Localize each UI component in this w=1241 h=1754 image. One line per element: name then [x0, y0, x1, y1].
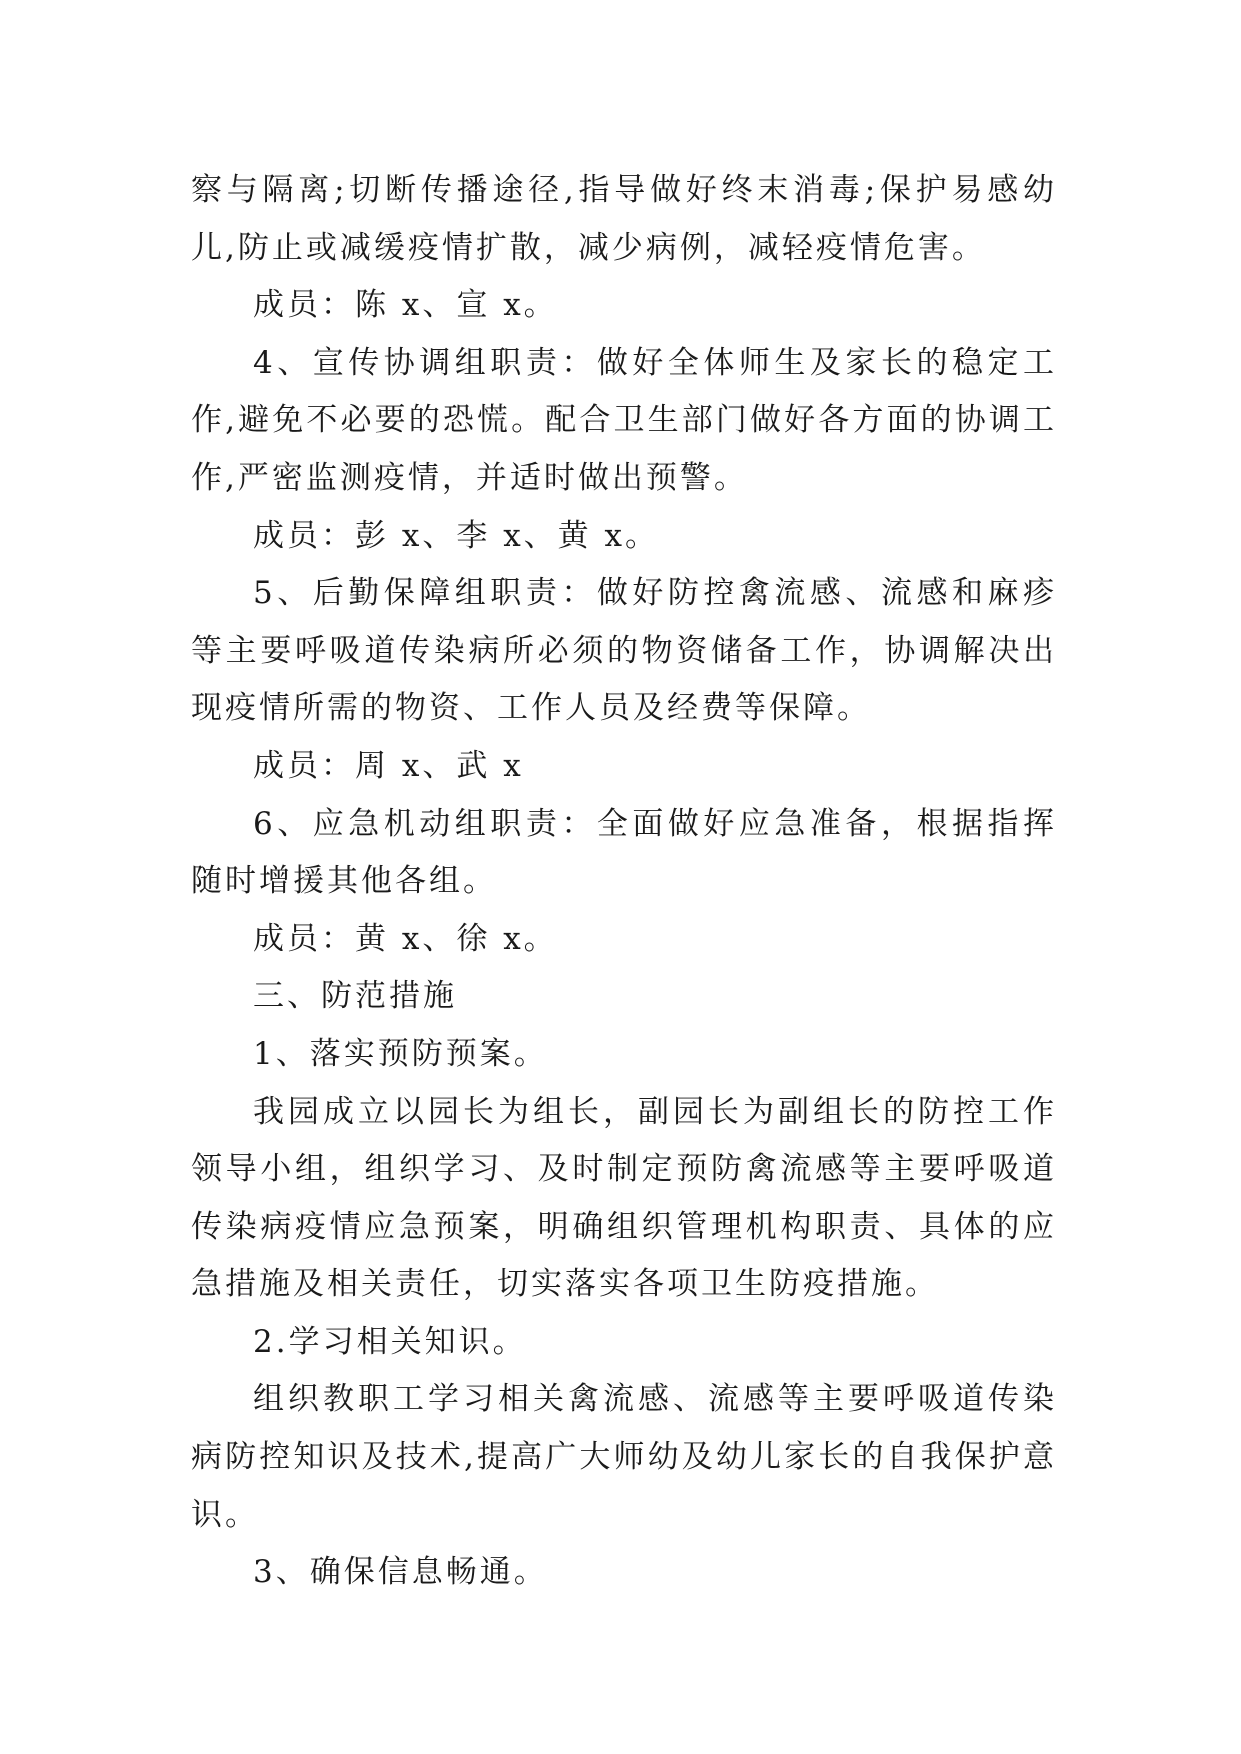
paragraph-6: 成员：周 x、武 x: [253, 747, 524, 784]
paragraph-10: 1、落实预防预案。: [253, 1035, 548, 1072]
paragraph-11: 我园成立以园长为组长，副园长为副组长的防控工作领导小组，组织学习、及时制定预防禽流感等主要呼吸道传染病疫情应急预案，明确组织管理机构职责、具体的应急措施及相关责任，切实落实各项卫生防疫措施。: [191, 1093, 1057, 1303]
paragraph-13: 组织教职工学习相关禽流感、流感等主要呼吸道传染病防控知识及技术,提高广大师幼及幼儿家长的自我保护意识。: [191, 1381, 1057, 1533]
paragraph-14: 3、确保信息畅通。: [253, 1554, 548, 1591]
document-body: [191, 162, 1057, 1602]
paragraph-7: 6、应急机动组职责：全面做好应急准备，根据指挥随时增援其他各组。: [191, 805, 1057, 900]
paragraph-1: 察与隔离;切断传播途径,指导做好终末消毒;保护易感幼儿,防止或减缓疫情扩散，减少病例，减轻疫情危害。: [191, 172, 1057, 266]
paragraph-8: 成员：黄 x、徐 x。: [253, 920, 558, 957]
paragraph-5: 5、后勤保障组职责：做好防控禽流感、流感和麻疹等主要呼吸道传染病所必须的物资储备工作，协调解决出现疫情所需的物资、工作人员及经费等保障。: [191, 575, 1057, 727]
paragraph-12: 2.学习相关知识。: [253, 1323, 527, 1360]
paragraph-2: 成员：陈 x、宣 x。: [253, 287, 558, 324]
paragraph-3: 4、宣传协调组职责：做好全体师生及家长的稳定工作,避免不必要的恐慌。配合卫生部门做好各方面的协调工作,严密监测疫情，并适时做出预警。: [191, 344, 1057, 496]
paragraph-4: 成员：彭 x、李 x、黄 x。: [253, 517, 660, 554]
section-heading: 三、防范措施: [253, 978, 457, 1015]
